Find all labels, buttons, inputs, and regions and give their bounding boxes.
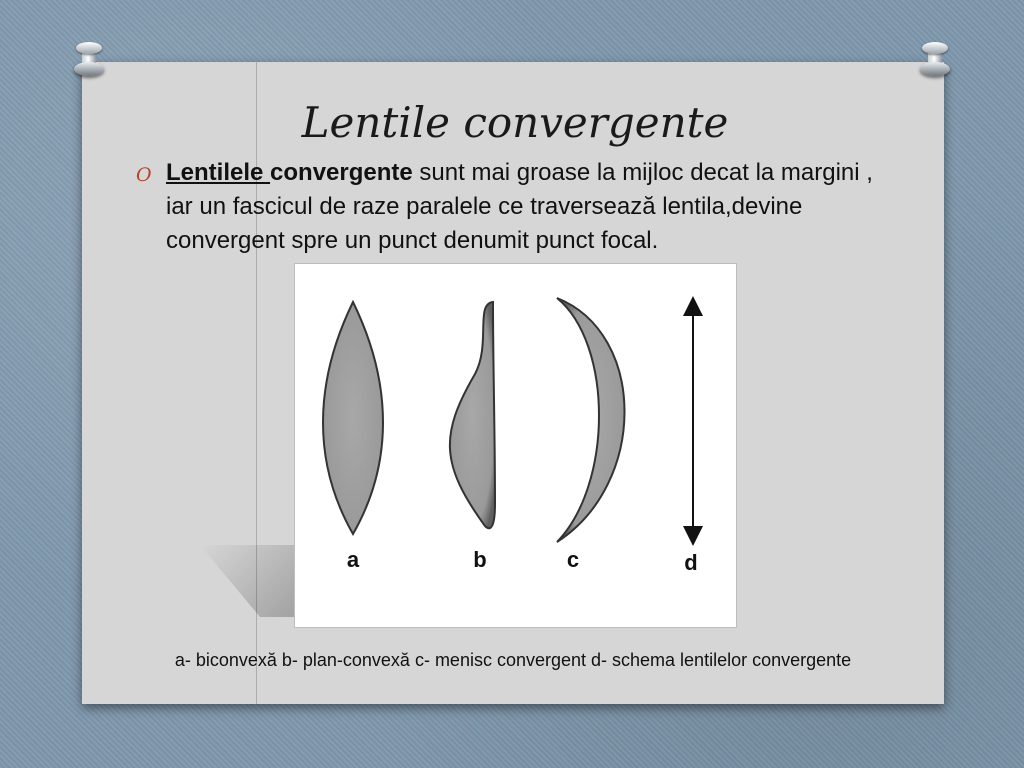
lens-figure	[294, 263, 737, 628]
slide-title: Lentile convergente	[301, 98, 729, 147]
bullet-paragraph	[166, 156, 906, 258]
lens-label-d: d	[684, 550, 698, 575]
lens-b-planoconvex	[450, 302, 495, 528]
pushpin-left-icon	[74, 42, 104, 78]
pushpin-right-icon	[920, 42, 950, 78]
lens-label-b: b	[473, 547, 487, 572]
lens-a-biconvex	[323, 302, 383, 534]
lens-diagram	[295, 264, 736, 627]
figure-caption: a- biconvexă b- plan-convexă c- menisc convergent d- schema lentilelor convergente	[174, 650, 852, 670]
bullet-body-text: sunt mai groase la mijloc decat la margini , iar un fascicul de raze paralele ce traversează lentila,devine convergent spre un punct denumit punct focal.	[166, 159, 873, 254]
bullet-term-bold: convergente	[270, 159, 413, 186]
bullet-marker: O	[136, 164, 152, 186]
lens-label-c: c	[566, 547, 580, 572]
lens-label-a: a	[346, 547, 360, 572]
bullet-term-underlined: Lentilele	[166, 159, 271, 186]
lens-c-meniscus	[557, 298, 625, 542]
